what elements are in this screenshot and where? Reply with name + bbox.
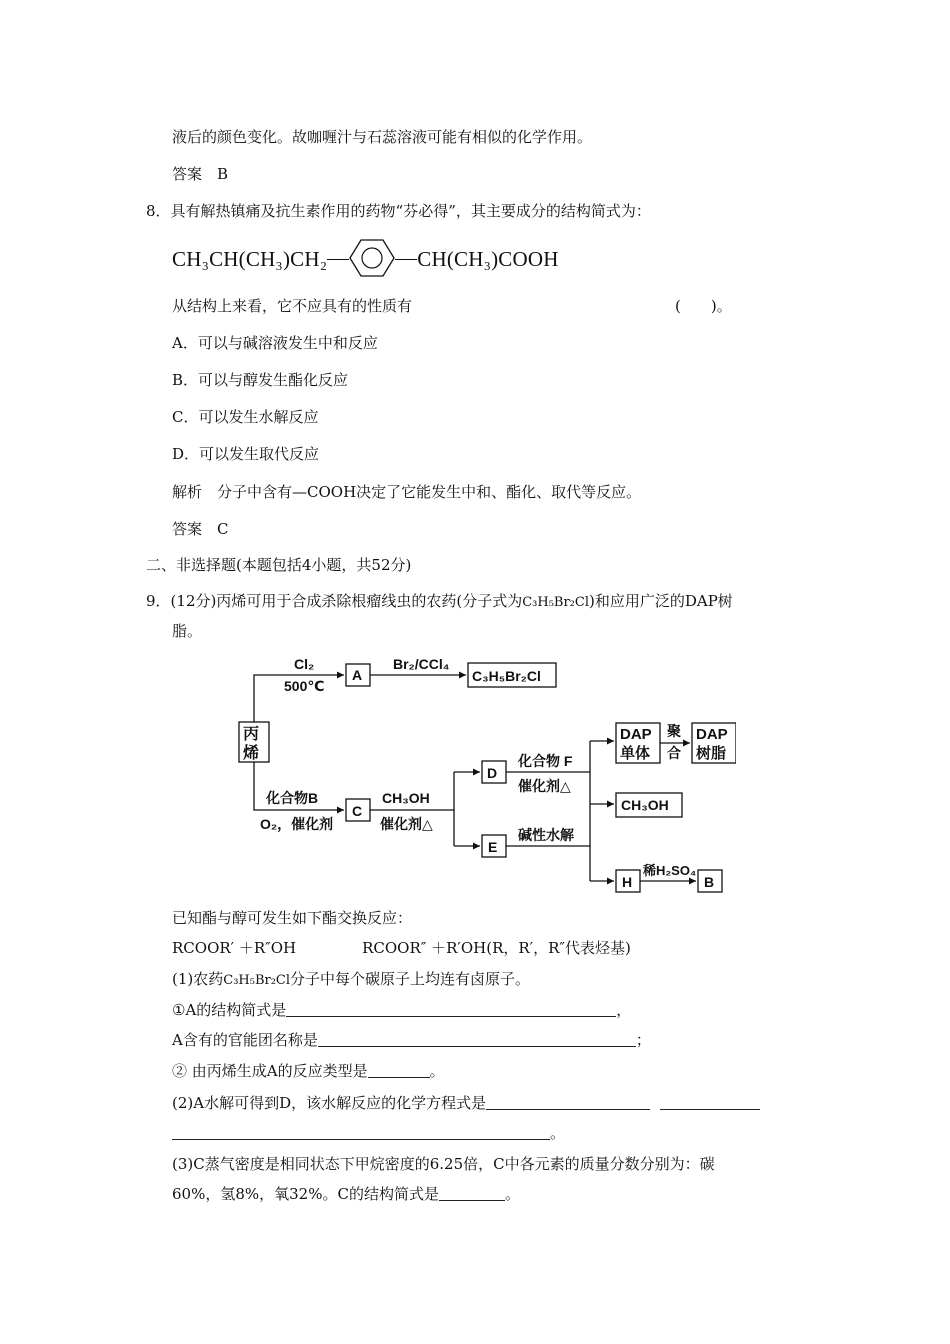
reaction-left: RCOOR′ ＋R″OH <box>172 939 297 957</box>
label-catalyst-heat-2: 催化剂△ <box>518 778 571 794</box>
q9-part1-i <box>172 1000 631 1020</box>
q9-part1-iii <box>172 1061 445 1081</box>
label-ch3oh-reagent: CH₃OH <box>382 790 430 806</box>
synthesis-flow-diagram <box>236 652 736 897</box>
answer-blank[interactable] <box>286 1002 616 1017</box>
p2-end: 。 <box>550 1124 566 1142</box>
q9-part2 <box>172 1093 760 1113</box>
label-e: E <box>488 839 498 855</box>
answer-blank[interactable] <box>172 1125 550 1140</box>
q9-stem-c: )和应用广泛的DAP树 <box>589 592 733 610</box>
label-b: B <box>704 874 715 890</box>
answer-blank[interactable] <box>318 1032 636 1047</box>
label-h: H <box>622 874 633 890</box>
label-c: C <box>352 803 363 819</box>
q9-part1-ii <box>172 1030 651 1050</box>
label-ch3oh-box: CH₃OH <box>621 797 669 813</box>
label-compound-b: 化合物B <box>266 790 319 806</box>
label-compound-f: 化合物 F <box>518 753 573 769</box>
p1-a: (1)农药 <box>172 970 224 988</box>
option-c: C．可以发生水解反应 <box>172 408 319 426</box>
q8-answer: 答案 C <box>172 520 229 538</box>
benzene-ring-icon <box>349 238 395 278</box>
q9-stem-line2: 脂。 <box>172 622 203 640</box>
option-a: A．可以与碱溶液发生中和反应 <box>172 334 378 352</box>
p1-i-label: ①A的结构简式是 <box>172 1001 287 1019</box>
q8-ask: 从结构上来看，它不应具有的性质有 <box>172 297 413 315</box>
q8-stem: 8．具有解热镇痛及抗生素作用的药物“芬必得”，其主要成分的结构简式为： <box>146 202 651 220</box>
label-a: A <box>352 667 363 683</box>
option-d: D．可以发生取代反应 <box>172 445 320 463</box>
p1-iii-label: ② 由丙烯生成A的反应类型是 <box>172 1062 368 1080</box>
label-monomer: 单体 <box>620 745 651 762</box>
label-resin: 树脂 <box>696 745 727 762</box>
q8-structural-formula <box>172 238 559 279</box>
prev-text-line: 液后的颜色变化。故咖喱汁与石蕊溶液可能有相似的化学作用。 <box>172 128 593 146</box>
q8-analysis: 解析 分子中含有—COOH决定了它能发生中和、酯化、取代等反应。 <box>172 483 642 501</box>
q9-stem-a: 9．(12分)丙烯可用于合成杀除根瘤线虫的农药(分子式为 <box>146 592 523 610</box>
answer-blank[interactable] <box>486 1095 650 1110</box>
propene-char-2: 烯 <box>243 745 260 762</box>
p2-label: (2)A水解可得到D，该水解反应的化学方程式是 <box>172 1094 487 1112</box>
label-cl2: Cl₂ <box>294 656 315 672</box>
propene-char-1: 丙 <box>243 726 260 743</box>
bond-line <box>327 259 349 260</box>
p3-label: 60%，氢8%，氧32%。C的结构简式是 <box>172 1185 439 1203</box>
formula-left: CH₃CH(CH₃)CH₂ <box>172 247 328 271</box>
q9-part2-line2 <box>172 1123 565 1143</box>
bond-line <box>395 259 417 260</box>
label-poly-1: 聚 <box>667 723 681 739</box>
p1-iii-end: 。 <box>429 1062 445 1080</box>
q9-stem <box>146 591 733 613</box>
reaction-right: RCOOR″ ＋R′OH(R，R′，R″代表烃基) <box>362 939 631 957</box>
q9-stem-formula: C₃H₅Br₂Cl <box>522 595 589 610</box>
formula-right: CH(CH₃)COOH <box>417 247 559 271</box>
known-text: 已知酯与醇可发生如下酯交换反应： <box>172 909 413 927</box>
answer-blank[interactable] <box>439 1186 505 1201</box>
label-dap-1: DAP <box>620 726 652 743</box>
label-catalyst-heat: 催化剂△ <box>380 816 433 832</box>
p1-ii-end: ； <box>635 1031 651 1049</box>
q9-part3-line2 <box>172 1184 520 1204</box>
section-heading: 二、非选择题(本题包括4小题，共52分) <box>146 556 412 574</box>
option-b: B．可以与醇发生酯化反应 <box>172 371 349 389</box>
answer-paren: ( )。 <box>675 297 732 315</box>
p1-ii-label: A含有的官能团名称是 <box>172 1031 318 1049</box>
label-o2-catalyst: O₂，催化剂 <box>260 816 334 832</box>
label-d: D <box>487 765 498 781</box>
label-dap-2: DAP <box>696 726 728 743</box>
p1-i-end: ， <box>616 1001 632 1019</box>
label-poly-2: 合 <box>667 745 681 761</box>
label-br2: Br₂/CCl₄ <box>393 656 450 672</box>
label-dilute-h2so4: 稀H₂SO₄ <box>643 863 697 878</box>
label-temp: 500℃ <box>284 678 325 694</box>
answer-blank[interactable] <box>660 1095 760 1110</box>
p3-end: 。 <box>504 1185 520 1203</box>
label-alkaline-hydrolysis: 碱性水解 <box>518 827 574 843</box>
answer-blank[interactable] <box>368 1063 430 1078</box>
label-product: C₃H₅Br₂Cl <box>472 668 541 684</box>
p1-b: 分子中每个碳原子上均连有卤原子。 <box>290 970 531 988</box>
reaction-equation <box>172 938 631 958</box>
prev-answer: 答案 B <box>172 165 229 183</box>
q9-part1-intro <box>172 969 530 991</box>
p1-formula: C₃H₅Br₂Cl <box>223 973 291 988</box>
q9-part3-line1: (3)C蒸气密度是相同状态下甲烷密度的6.25倍，C中各元素的质量分数分别为：碳 <box>172 1155 715 1173</box>
